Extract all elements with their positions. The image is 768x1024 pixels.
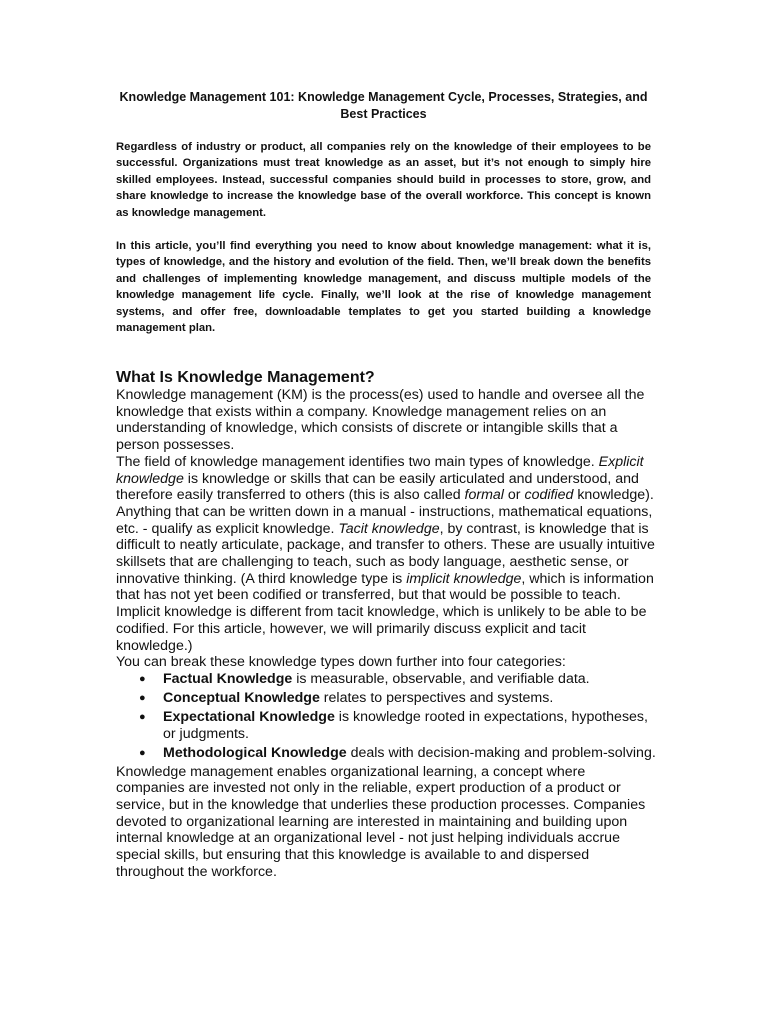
tacit-knowledge-term: Tacit knowledge	[338, 520, 440, 537]
list-item	[139, 744, 656, 762]
text-run: or	[503, 487, 525, 504]
intro-paragraph: Regardless of industry or product, all companies rely on the knowledge of their employees to be successful. Organizations must treat knowledge as an asset, but it’s not enough to simply hire skilled employees. Instead, successful companies should build in processes to store, grow, and share knowledge to increase the knowledge base of the overall workforce. This concept is known as knowledge management.	[116, 141, 651, 219]
text-run: , by contrast, is knowledge that is difficult to neatly articulate, package, and transfer to others. These are usually intuitive skillsets that are challenging to teach, such as body language, aesthetic sense, or innovative thinking. (A third knowledge type is	[116, 520, 655, 587]
section-heading: What Is Knowledge Management?	[116, 369, 375, 386]
category-term: Conceptual Knowledge	[163, 689, 320, 706]
text-run: The field of knowledge management identifies two main types of knowledge.	[116, 453, 599, 470]
list-item	[139, 708, 656, 742]
text-run: , which is information that has not yet been codified or transferred, but that would be possible to teach. Implicit knowledge is different from tacit knowledge, which is unlikely to be able to be codified. For this article, however, we will primarily discuss explicit and tacit knowledge.)	[116, 570, 654, 654]
explicit-knowledge-term: Explicit knowledge	[116, 453, 644, 487]
intro-paragraph: In this article, you’ll find everything you need to know about knowledge management: what it is, types of knowledge, and the history and evolution of the field. Then, we’ll break down the benefits and challenges of implementing knowledge management, and discuss multiple models of the knowledge management life cycle. Finally, we’ll look at the rise of knowledge management systems, and offer free, downloadable templates to get you started building a knowledge management plan.	[116, 240, 651, 335]
knowledge-categories-list	[116, 671, 656, 761]
codified-term: codified	[524, 487, 574, 504]
implicit-knowledge-term: implicit knowledge	[406, 570, 522, 587]
bullet-icon: ●	[139, 746, 146, 759]
km-definition-paragraph: Knowledge management (KM) is the process(es) used to handle and oversee all the knowledge that exists within a company. Knowledge management relies on an understanding of knowledge, which consists of discrete or intangible skills that a person possesses.	[116, 387, 645, 454]
category-description: is knowledge rooted in expectations, hypotheses, or judgments.	[163, 708, 648, 742]
category-description: is measurable, observable, and verifiable data.	[292, 670, 590, 687]
bullet-icon: ●	[139, 691, 146, 704]
document-title: Knowledge Management 101: Knowledge Management Cycle, Processes, Strategies, and Best Practices	[119, 90, 648, 121]
category-description: deals with decision-making and problem-solving.	[346, 744, 656, 761]
knowledge-types-paragraph	[116, 454, 656, 654]
category-term: Factual Knowledge	[163, 670, 293, 687]
formal-term: formal	[464, 487, 504, 504]
category-term: Expectational Knowledge	[163, 708, 335, 725]
organizational-learning-paragraph: Knowledge management enables organizational learning, a concept where companies are invested not only in the reliable, expert production of a product or service, but in the knowledge that underlies these production processes. Companies devoted to organizational learning are interested in maintaining and building upon internal knowledge at an organizational level - not just helping individuals accrue special skills, but ensuring that this knowledge is available to and dispersed throughout the workforce.	[116, 763, 646, 880]
bullet-icon: ●	[139, 672, 146, 685]
text-run: knowledge). Anything that can be written down in a manual - instructions, mathematical equations, etc. - qualify as explicit knowledge.	[116, 487, 654, 537]
category-term: Methodological Knowledge	[163, 744, 347, 761]
text-run: is knowledge or skills that can be easily articulated and understood, and therefore easily transferred to others (this is also called	[116, 470, 639, 504]
categories-intro-paragraph: You can break these knowledge types down further into four categories:	[116, 654, 566, 671]
bullet-icon: ●	[139, 710, 146, 723]
list-item	[139, 670, 656, 688]
section-body	[116, 387, 656, 881]
category-description: relates to perspectives and systems.	[319, 689, 554, 706]
list-item	[139, 689, 656, 707]
